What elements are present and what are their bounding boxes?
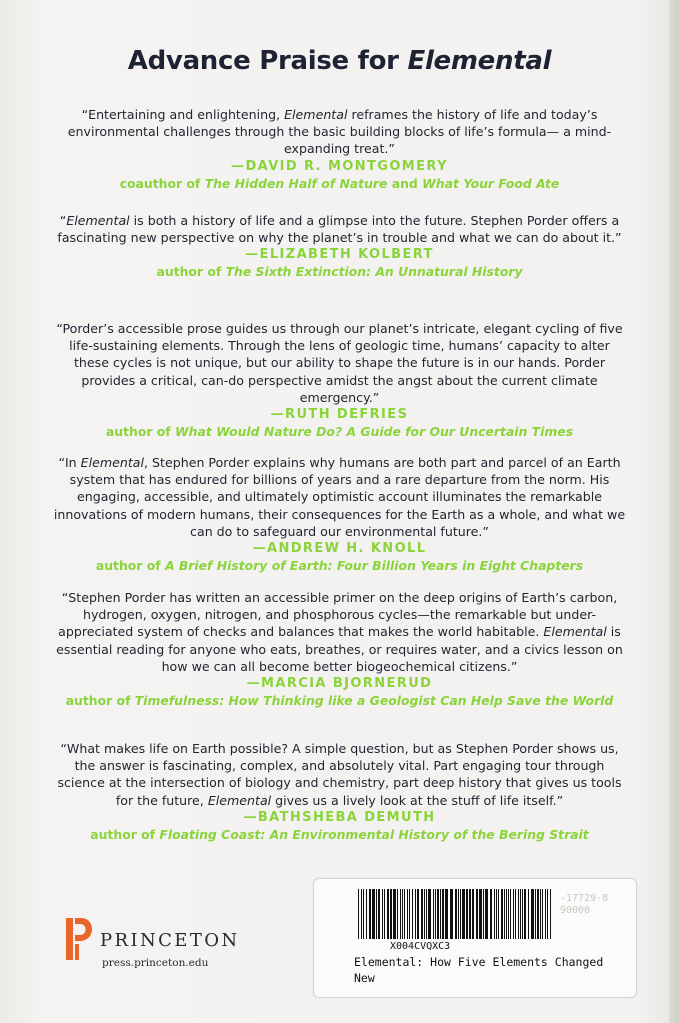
blurb-author: —DAVID R. MONTGOMERY (231, 158, 448, 174)
blurb-credit: coauthor of The Hidden Half of Nature and What Your Food Ate (119, 175, 560, 191)
blurb (52, 740, 627, 843)
cover-edge (669, 0, 679, 1023)
blurb-quote: “Entertaining and enlightening, Elemental reframes the history of life and today’s environmental challenges through the basic building blocks of life’s formula— a mind-expanding treat.” (67, 107, 612, 157)
blurb-author: —ELIZABETH KOLBERT (245, 247, 434, 263)
blurb-author: —RUTH DEFRIES (270, 407, 409, 423)
blurb-credit: author of What Would Nature Do? A Guide for Our Uncertain Times (105, 424, 574, 440)
blurb (52, 212, 627, 280)
blurb-quote: “Stephen Porder has written an accessible primer on the deep origins of Earth’s carbon, hydrogen, oxygen, nitrogen, and phosphorous cycles—the remarkable but under-appreciated system of checks and balances that makes the world habitable. Elemental is essential reading for anyone who eats, breathes, or requires water, and a civics lesson on how we can all become better biogeochemical citizens.” (56, 590, 623, 674)
publisher-name: PRINCETON (100, 930, 240, 951)
blurb-quote: “Elemental is both a history of life and a glimpse into the future. Stephen Porder offers a fascinating new perspective on why the planet’s in trouble and what we can do about it.” (57, 213, 622, 246)
blurb-credit: author of Timefulness: How Thinking like a Geologist Can Help Save the World (65, 693, 614, 709)
blurb (52, 589, 627, 709)
blurb-author: —ANDREW H. KNOLL (252, 541, 427, 557)
barcode-icon (356, 889, 556, 939)
blurb-author: —BATHSHEBA DEMUTH (243, 809, 436, 825)
blurb-author: —MARCIA BJORNERUD (246, 676, 433, 692)
title-book-name: Elemental (407, 46, 552, 76)
blurb-quote: “Porder’s accessible prose guides us through our planet’s intricate, elegant cycling of five life-sustaining elements. Through the lens of geologic time, humans’ capacity to alter these cycles is not unique, but our ability to shape the future is in our hands. Porder provides a critical, can-do perspective amidst the angst about the current climate emergency.” (56, 321, 623, 405)
title-prefix: Advance Praise for (127, 46, 399, 76)
blurb-credit: author of The Sixth Extinction: An Unnatural History (156, 264, 523, 280)
blurb-quote: “In Elemental, Stephen Porder explains why humans are both part and parcel of an Earth system that has endured for billions of years and a rare departure from the norm. His engaging, accessible, and ultimately optimistic account illuminates the remarkable innovations of modern humans, their consequences for the Earth as a whole, and what we can do to safeguard our environmental future.” (53, 455, 626, 539)
blurb-credit: author of Floating Coast: An Environmental History of the Bering Strait (90, 826, 589, 842)
princeton-logo-icon (66, 918, 92, 960)
sticker-item-title (354, 954, 604, 986)
blurb (52, 106, 627, 192)
sticker-item-title-line1: Elemental: How Five Elements Changed (354, 955, 604, 969)
blurb (52, 320, 627, 440)
blurb-quote: “What makes life on Earth possible? A simple question, but as Stephen Porder shows us, the answer is fascinating, complex, and absolutely vital. Part engaging tour through science at the intersection of biology and chemistry, part deep history that gives us tools for the future, Elemental gives us a lively look at the stuff of life itself.” (57, 741, 622, 808)
publisher-url: press.princeton.edu (102, 957, 209, 969)
blurb (52, 454, 627, 574)
page-title (0, 46, 679, 76)
faded-isbn: -17729-8 90000 (560, 893, 609, 916)
blurb-credit: author of A Brief History of Earth: Four Billion Years in Eight Chapters (95, 558, 584, 574)
sticker-sku: X004CVQXC3 (390, 941, 451, 952)
sticker-item-title-line2: New (354, 971, 375, 985)
